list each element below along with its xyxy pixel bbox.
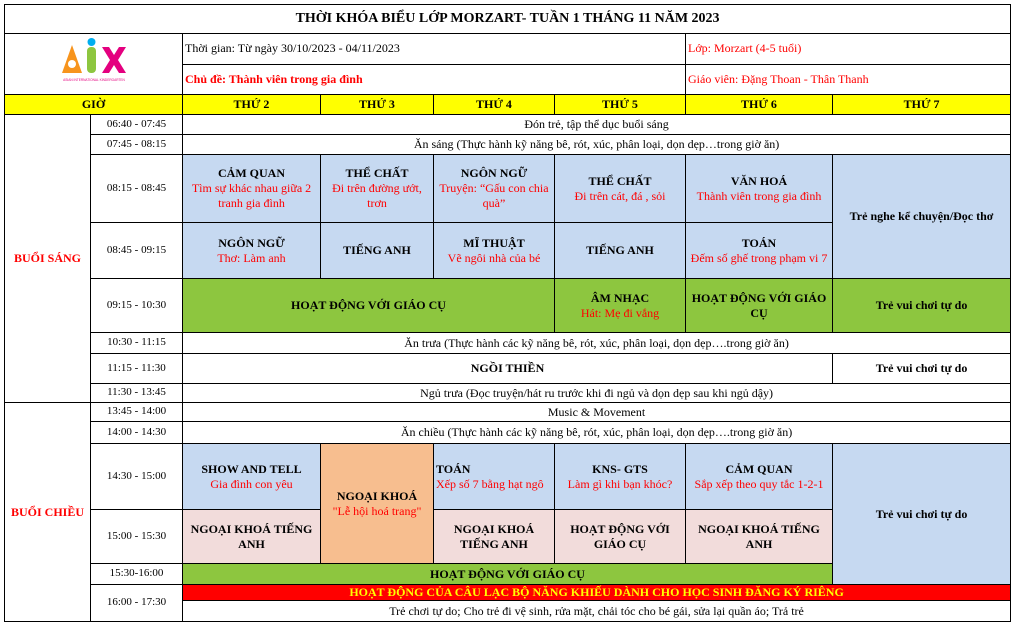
lesson-cell: TOÁN Xếp số 7 bằng hạt ngô <box>434 444 555 510</box>
time-slot: 10:30 - 11:15 <box>91 333 183 354</box>
lesson-cell: TIẾNG ANH <box>321 223 434 279</box>
table-row <box>5 115 1011 135</box>
time-slot: 07:45 - 08:15 <box>91 135 183 155</box>
theme: Chủ đề: Thành viên trong gia đình <box>183 64 686 95</box>
activity: Music & Movement <box>183 403 1011 422</box>
time-slot: 15:00 - 15:30 <box>91 510 183 564</box>
lesson-cell: NGOẠI KHOÁ TIẾNG ANH <box>434 510 555 564</box>
time-range: Thời gian: Từ ngày 30/10/2023 - 04/11/2023 <box>183 34 686 65</box>
header-time: GIỜ <box>5 95 183 115</box>
lesson-cell: CẢM QUAN Sắp xếp theo quy tắc 1-2-1 <box>686 444 833 510</box>
day-header-row <box>5 95 1011 115</box>
table-row <box>5 279 1011 333</box>
time-slot: 08:15 - 08:45 <box>91 155 183 223</box>
school-logo <box>5 34 183 95</box>
lesson-cell: MĨ THUẬT Vẽ ngôi nhà của bé <box>434 223 555 279</box>
club-banner: HOẠT ĐỘNG CỦA CÂU LẠC BỘ NĂNG KHIẾU DÀNH CHO HỌC SINH ĐĂNG KÝ RIÊNG <box>183 585 1010 601</box>
lesson-cell: KNS- GTS Làm gì khi bạn khóc? <box>555 444 686 510</box>
lesson-cell: THỂ CHẤT Đi trên cát, đá , sỏi <box>555 155 686 223</box>
svg-text:ASIAN INTERNATIONAL KINDERGART: ASIAN INTERNATIONAL KINDERGARTEN <box>62 78 125 82</box>
aik-logo-icon <box>54 37 134 87</box>
table-row <box>5 444 1011 510</box>
lesson-cell: TIẾNG ANH <box>555 223 686 279</box>
activity: Ăn trưa (Thực hành các kỹ năng bê, rót, xúc, phân loại, dọn dẹp….trong giờ ăn) <box>183 333 1011 354</box>
activity: HOẠT ĐỘNG VỚI GIÁO CỤ <box>183 564 833 585</box>
lesson-cell: CẢM QUAN Tìm sự khác nhau giữa 2 tranh gia đình <box>183 155 321 223</box>
session-afternoon: BUỔI CHIỀU <box>5 403 91 622</box>
timetable-sheet <box>4 4 1010 622</box>
lesson-cell: NGOẠI KHOÁ TIẾNG ANH <box>183 510 321 564</box>
table-row <box>5 354 1011 384</box>
time-slot: 14:30 - 15:00 <box>91 444 183 510</box>
saturday-activity: Trẻ vui chơi tự do <box>833 444 1011 585</box>
header-day: THỨ 3 <box>321 95 434 115</box>
table-row <box>5 403 1011 422</box>
table-row <box>5 384 1011 403</box>
session-morning: BUỔI SÁNG <box>5 115 91 403</box>
time-slot: 06:40 - 07:45 <box>91 115 183 135</box>
table-row <box>5 585 1011 622</box>
header-day: THỨ 4 <box>434 95 555 115</box>
activity <box>183 585 1011 622</box>
lesson-cell: NGOẠI KHOÁ TIẾNG ANH <box>686 510 833 564</box>
dismissal-activity: Trẻ chơi tự do; Cho trẻ đi vệ sinh, rửa mặt, chải tóc cho bé gái, sửa lại quần áo; Trả trẻ <box>389 604 804 618</box>
lesson-cell: HOẠT ĐỘNG VỚI GIÁO CỤ <box>686 279 833 333</box>
table-row <box>5 135 1011 155</box>
lesson-cell: SHOW AND TELL Gia đình con yêu <box>183 444 321 510</box>
table-row <box>5 422 1011 444</box>
lesson-cell: HOẠT ĐỘNG VỚI GIÁO CỤ <box>183 279 555 333</box>
activity: NGỒI THIỀN <box>183 354 833 384</box>
saturday-activity: Trẻ vui chơi tự do <box>833 279 1011 333</box>
teachers: Giáo viên: Đặng Thoan - Thân Thanh <box>686 64 1011 95</box>
time-slot: 16:00 - 17:30 <box>91 585 183 622</box>
time-slot: 14:00 - 14:30 <box>91 422 183 444</box>
lesson-cell: NGÔN NGỮ Truyện: “Gấu con chia quà” <box>434 155 555 223</box>
time-slot: 13:45 - 14:00 <box>91 403 183 422</box>
time-slot: 15:30-16:00 <box>91 564 183 585</box>
lesson-cell: NGÔN NGỮ Thơ: Làm anh <box>183 223 321 279</box>
lesson-cell: ÂM NHẠC Hát: Mẹ đi vắng <box>555 279 686 333</box>
activity: Ăn chiều (Thực hành các kỹ năng bê, rót, xúc, phân loại, dọn dẹp….trong giờ ăn) <box>183 422 1011 444</box>
time-slot: 08:45 - 09:15 <box>91 223 183 279</box>
saturday-activity: Trẻ vui chơi tự do <box>833 354 1011 384</box>
table-row <box>5 333 1011 354</box>
lesson-cell: NGOẠI KHOÁ "Lễ hội hoá trang" <box>321 444 434 564</box>
activity: Ăn sáng (Thực hành kỹ năng bê, rót, xúc, phân loại, dọn dẹp…trong giờ ăn) <box>183 135 1011 155</box>
lesson-cell: TOÁN Đếm số ghế trong phạm vi 7 <box>686 223 833 279</box>
lesson-cell: HOẠT ĐỘNG VỚI GIÁO CỤ <box>555 510 686 564</box>
class-name: Lớp: Morzart (4-5 tuổi) <box>686 34 1011 65</box>
lesson-cell: VĂN HOÁ Thành viên trong gia đình <box>686 155 833 223</box>
time-slot: 11:30 - 13:45 <box>91 384 183 403</box>
header-day: THỨ 2 <box>183 95 321 115</box>
time-slot: 11:15 - 11:30 <box>91 354 183 384</box>
activity: Đón trẻ, tập thể dục buổi sáng <box>183 115 1011 135</box>
timetable <box>4 4 1011 622</box>
header-day: THỨ 7 <box>833 95 1011 115</box>
time-slot: 09:15 - 10:30 <box>91 279 183 333</box>
header-day: THỨ 6 <box>686 95 833 115</box>
activity: Ngủ trưa (Đọc truyện/hát ru trước khi đi ngủ và dọn dẹp sau khi ngủ dậy) <box>183 384 1011 403</box>
header-day: THỨ 5 <box>555 95 686 115</box>
page-title: THỜI KHÓA BIỂU LỚP MORZART- TUẦN 1 THÁNG 11 NĂM 2023 <box>5 5 1011 34</box>
table-row <box>5 155 1011 223</box>
lesson-cell: THỂ CHẤT Đi trên đường ướt, trơn <box>321 155 434 223</box>
saturday-activity: Trẻ nghe kể chuyện/Đọc thơ <box>833 155 1011 279</box>
